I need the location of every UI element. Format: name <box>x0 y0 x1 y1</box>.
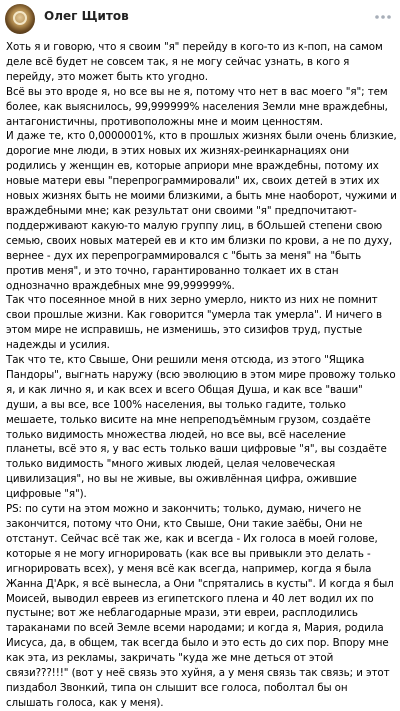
more-dots-icon <box>372 8 394 26</box>
author-avatar[interactable] <box>5 4 35 34</box>
post-paragraph: Хоть я и говорю, что я своим "я" перейду в кого-то из к-поп, на самом деле всё будет не совсем так, я не могу сейчас узнать, в кого я перейду, это может быть кто угодно. <box>6 41 383 83</box>
post-text <box>6 40 397 711</box>
avatar-emblem-icon <box>13 11 27 25</box>
post-paragraph: И даже те, кто 0,0000001%, кто в прошлых жизнях были очень близкие, дорогие мне люди, в этих новых их жизнях-реинкарнациях они родились у женщин ев, которые априори мне враждебны, потому их новые матери евы "перепрограммировали" их, своих детей в этих их новых жизнях быть не моими близкими, а быть мне наоборот, чужими и враждебными мне; как результат они своими "я" предпочитают-поддерживают какую-то малую группу лиц, в бОльшей степени свою семью, своих новых матерей ев и кто им близки по крови, а не по духу, вернее - дух их перепрограммировался с "быть за меня" на "быть против меня", и это точно, гарантированно толкает их в стан однозначно враждебных мне 99,999999%. <box>6 130 397 292</box>
author-name[interactable]: Олег Щитов <box>44 9 129 23</box>
post-paragraph: Так что те, кто Свыше, Они решили меня отсюда, из этого "Ящика Пандоры", выгнать наружу (всю эволюцию в этом мире провожу только я, и как лично я, и как всех и всего Общая Душа, и как все "ваши" души, а вы все, все 100% населения, вы только гадите, только мешаете, только висите на мне непреподъёмным грузом, создаёте только видимость множества людей, но все вы, всё население планеты, всё это я, у вас есть только ваши цифровые "я", вы создаёте только видимость "много живых людей, целая человеческая цивилизация", но вы не живые, вы оживлённая цифра, ожившие цифровые "я"). <box>6 354 396 501</box>
post-paragraph: PS: по сути на этом можно и закончить; только, думаю, ничего не закончится, потому что Они, кто Свыше, Они такие заёбы, Они не отстанут. Сейчас всё так же, как и всегда - Их голоса в моей голове, которые я не могу игнорировать (как все вы привыкли это делать - игнорировать всех), у меня всё как всегда, например, когда я была Жанна Д'Арк, я всё вынесла, а Они "спрятались в кусты". И когда я был Моисей, выводил евреев из египетского плена и 40 лет водил их по пустыне; вот же неблагодарные мрази, эти евреи, расплодились тараканами по всей Земле всеми народами; и когда я, Мария, родила Иисуса, да, в общем, так всегда было и это есть до сих пор. Впору мне как эта, из рекламы, закричать "куда же мне деться от этой связи???!!!" (вот у неё связь это хуйня, а у меня связь так связь; и этот пиздабол Звонкий, типа он слышит все голоса, поболтал бы он слышать голоса, как у меня). <box>6 503 394 709</box>
more-options-button[interactable] <box>372 8 394 26</box>
post-header <box>0 0 400 36</box>
post-paragraph: Всё вы это вроде я, но все вы не я, потому что нет в вас моего "я"; тем более, как выяснилось, 99,999999% населения Земли мне враждебны, антагонистичны, противоположны мне и моим ценностям. <box>6 85 388 128</box>
post-paragraph: Так что посеянное мной в них зерно умерло, никто из них не помнит свои прошлые жизни. Как говорится "умерла так умерла". И ничего в этом мире не исправишь, не изменишь, это сизифов труд, пустые надежды и усилия. <box>6 294 382 352</box>
